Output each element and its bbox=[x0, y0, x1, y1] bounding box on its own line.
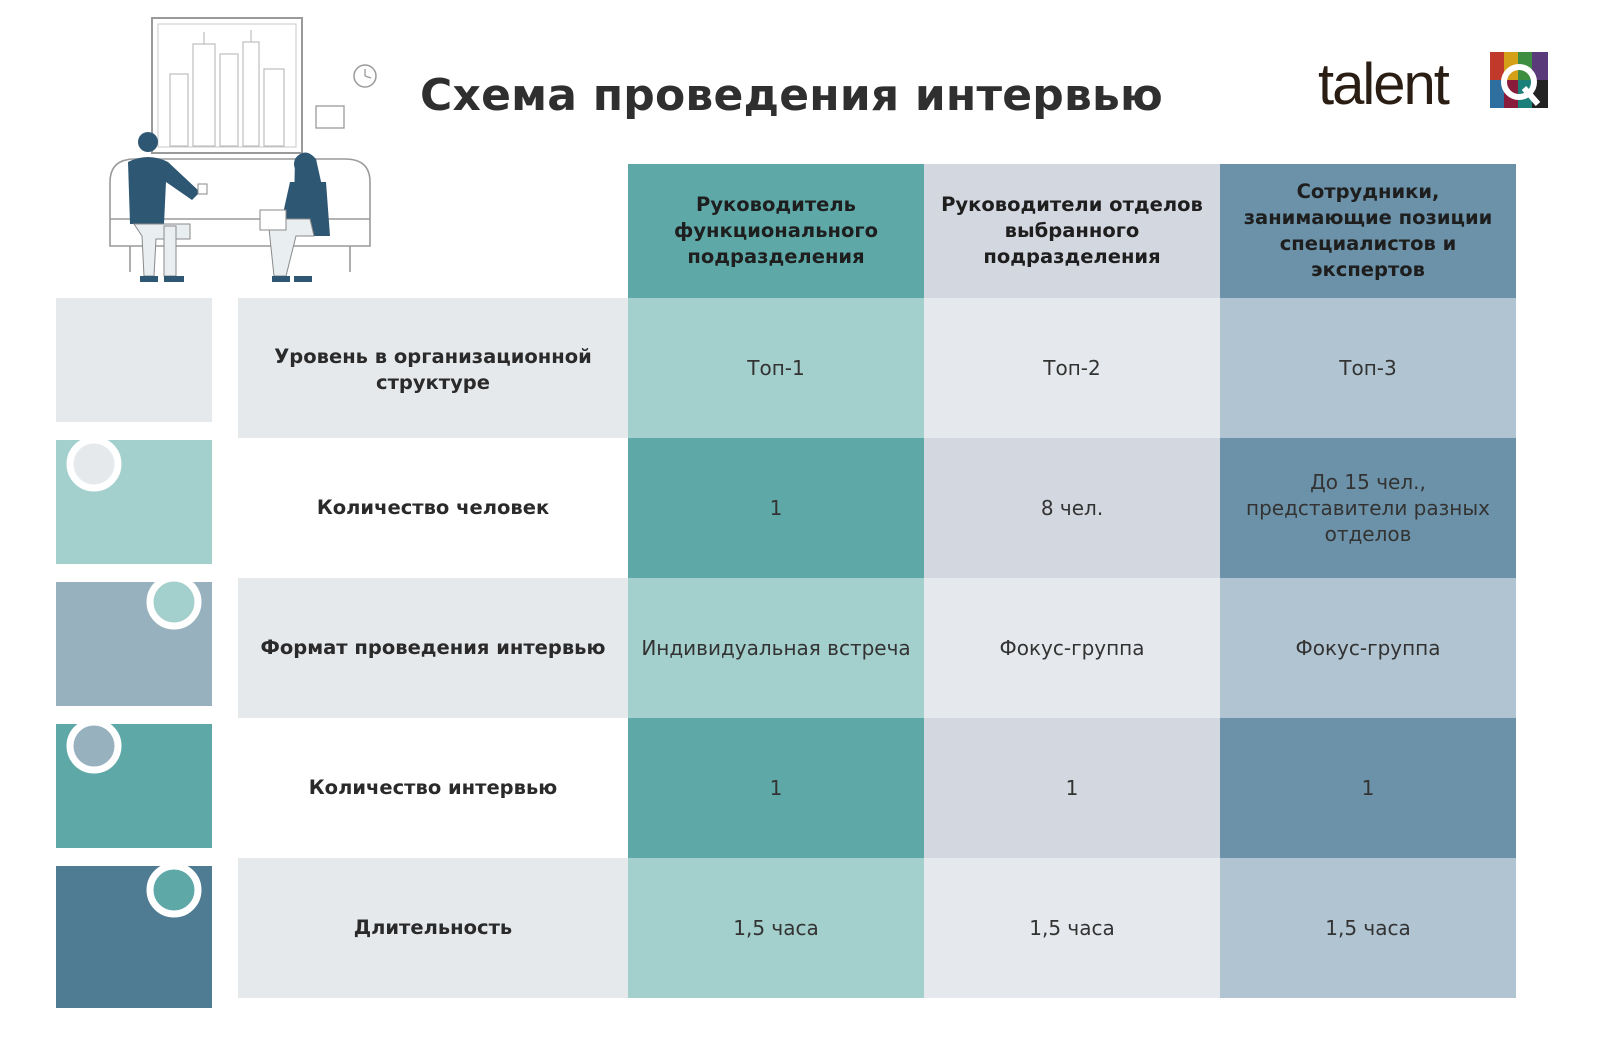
table-cell: 1,5 часа bbox=[1220, 858, 1516, 998]
puzzle-decoration bbox=[56, 298, 216, 1008]
table-cell: Фокус-группа bbox=[1220, 578, 1516, 718]
row-label-duration: Длительность bbox=[238, 858, 628, 998]
logo-q-icon bbox=[1490, 52, 1548, 108]
table-cell: 1 bbox=[924, 718, 1220, 858]
table-cell: 1,5 часа bbox=[628, 858, 924, 998]
table-cell: До 15 чел., представители разных отделов bbox=[1220, 438, 1516, 578]
table-cell: 1 bbox=[1220, 718, 1516, 858]
logo-text: talent bbox=[1318, 52, 1448, 117]
table-cell: Топ-1 bbox=[628, 298, 924, 438]
column-header-1: Руководитель функционального подразделения bbox=[628, 164, 924, 298]
row-label-format: Формат проведения интервью bbox=[238, 578, 628, 718]
row-label-people-count: Количество человек bbox=[238, 438, 628, 578]
interview-table bbox=[238, 164, 1550, 1008]
table-cell: Топ-2 bbox=[924, 298, 1220, 438]
page-title: Схема проведения интервью bbox=[420, 70, 1163, 121]
table-cell: Фокус-группа bbox=[924, 578, 1220, 718]
talentq-logo bbox=[1318, 50, 1550, 120]
table-cell: 8 чел. bbox=[924, 438, 1220, 578]
row-label-interview-count: Количество интервью bbox=[238, 718, 628, 858]
clock-icon bbox=[354, 65, 376, 87]
window-picture bbox=[152, 18, 302, 153]
table-cell: Индивидуальная встреча bbox=[628, 578, 924, 718]
column-header-2: Руководители отделов выбранного подразделения bbox=[924, 164, 1220, 298]
table-cell: 1,5 часа bbox=[924, 858, 1220, 998]
table-cell: Топ-3 bbox=[1220, 298, 1516, 438]
wall-frame bbox=[316, 106, 344, 128]
table-cell: 1 bbox=[628, 438, 924, 578]
table-cell: 1 bbox=[628, 718, 924, 858]
row-label-level: Уровень в организационной структуре bbox=[238, 298, 628, 441]
column-header-3: Сотрудники, занимающие позиции специалистов и экспертов bbox=[1220, 164, 1516, 298]
